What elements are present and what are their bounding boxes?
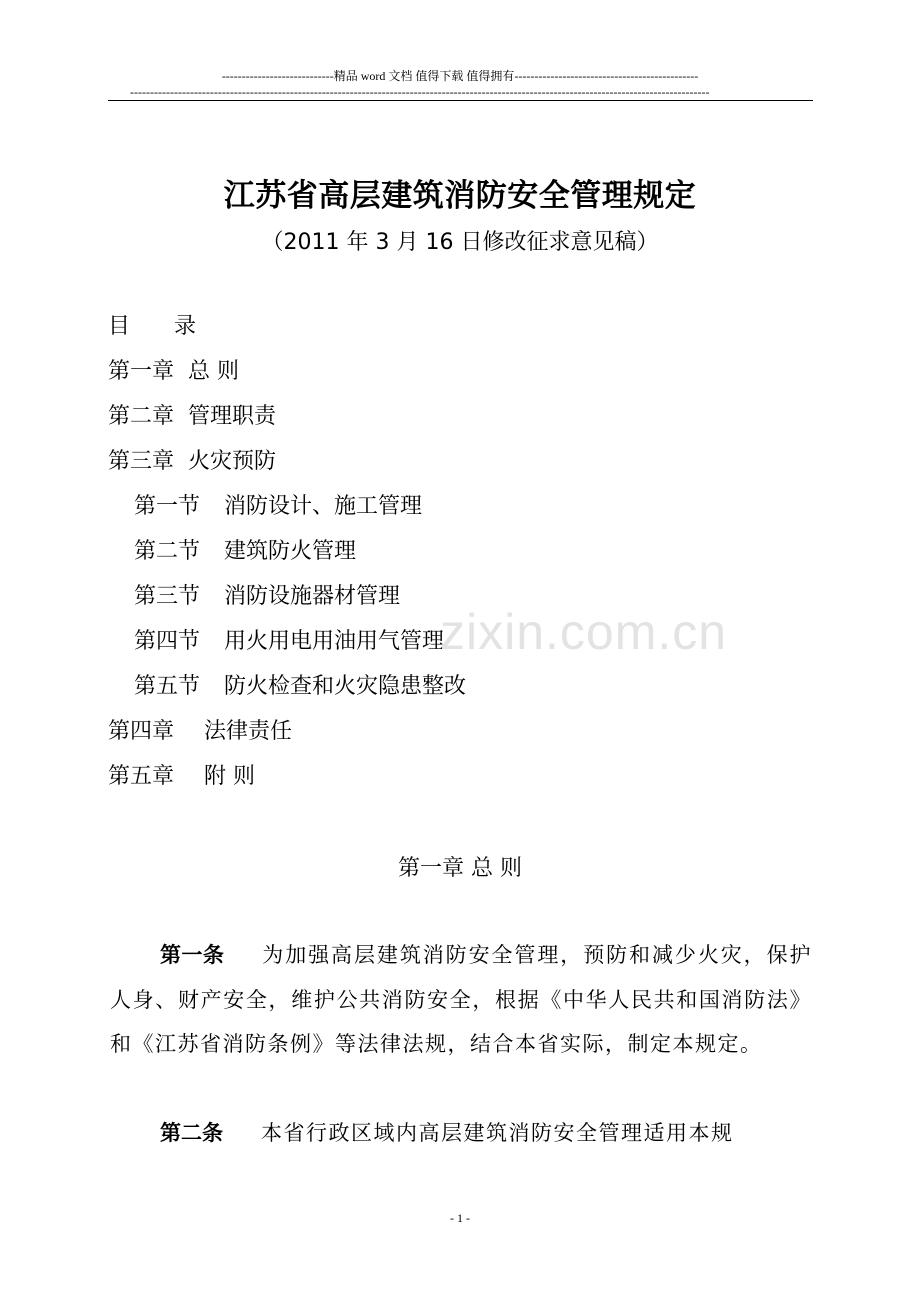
article-paragraph xyxy=(110,933,812,1067)
toc-item-chapter-1[interactable] xyxy=(108,357,239,387)
toc-item-title: 用火用电用油用气管理 xyxy=(224,629,445,654)
toc-item-num: 第三章 xyxy=(108,449,175,474)
toc-heading: 目 录 xyxy=(108,314,197,339)
toc-item-title: 管理职责 xyxy=(188,404,277,429)
watermark: zixin.com.cn xyxy=(440,604,728,660)
document-title: 江苏省高层建筑消防安全管理规定 xyxy=(223,178,697,214)
toc-item-title: 火灾预防 xyxy=(188,449,277,474)
toc-item-chapter-4[interactable] xyxy=(108,717,292,747)
toc-item-num: 第四节 xyxy=(134,629,201,654)
toc-item-section-3[interactable] xyxy=(134,582,400,612)
toc-item-title: 建筑防火管理 xyxy=(224,539,357,564)
toc-item-num: 第五节 xyxy=(134,674,201,699)
document-subtitle: （2011 年 3 月 16 日修改征求意见稿） xyxy=(261,230,659,255)
toc-item-num: 第一章 xyxy=(108,359,175,384)
page-number: - 1 - xyxy=(450,1211,470,1225)
toc-item-title: 附 则 xyxy=(204,764,256,789)
article-paragraph xyxy=(110,1111,812,1156)
toc-item-title: 防火检查和火灾隐患整改 xyxy=(224,674,467,699)
toc-item-num: 第四章 xyxy=(108,719,175,744)
toc-item-num: 第三节 xyxy=(134,584,201,609)
toc-item-chapter-3[interactable] xyxy=(108,447,276,477)
toc-item-section-5[interactable] xyxy=(134,672,466,702)
toc-item-title: 消防设计、施工管理 xyxy=(224,494,423,519)
header-rule xyxy=(108,100,813,101)
toc-item-title: 消防设施器材管理 xyxy=(224,584,401,609)
toc-item-num: 第二章 xyxy=(108,404,175,429)
article-text: 本省行政区域内高层建筑消防安全管理适用本规 xyxy=(261,1121,734,1145)
toc-item-num: 第二节 xyxy=(134,539,201,564)
toc-item-title: 总 则 xyxy=(188,359,240,384)
toc-item-section-1[interactable] xyxy=(134,492,422,522)
toc-item-num: 第一节 xyxy=(134,494,201,519)
toc-item-section-4[interactable] xyxy=(134,627,444,657)
toc-item-title: 法律责任 xyxy=(204,719,293,744)
header-banner: ----------------------------精品 word 文档 值得下载 值得拥有---------------------------------------------- xyxy=(221,69,699,83)
toc-item-chapter-5[interactable] xyxy=(108,762,255,792)
article-label: 第一条 xyxy=(160,943,225,967)
article-label: 第二条 xyxy=(160,1121,223,1145)
toc-item-section-2[interactable] xyxy=(134,537,356,567)
chapter-heading: 第一章 总 则 xyxy=(398,856,522,881)
header-dashes: ------------------------------------------------------------------------------------------------------------------------------------------------- xyxy=(130,85,710,99)
toc-item-chapter-2[interactable] xyxy=(108,402,276,432)
article-text: 为加强高层建筑消防安全管理，预防和减少火灾，保护人身、财产安全，维护公共消防安全，根据《中华人民共和国消防法》和《江苏省消防条例》等法律法规，结合本省实际，制定本规定。 xyxy=(110,943,813,1056)
toc-item-num: 第五章 xyxy=(108,764,175,789)
